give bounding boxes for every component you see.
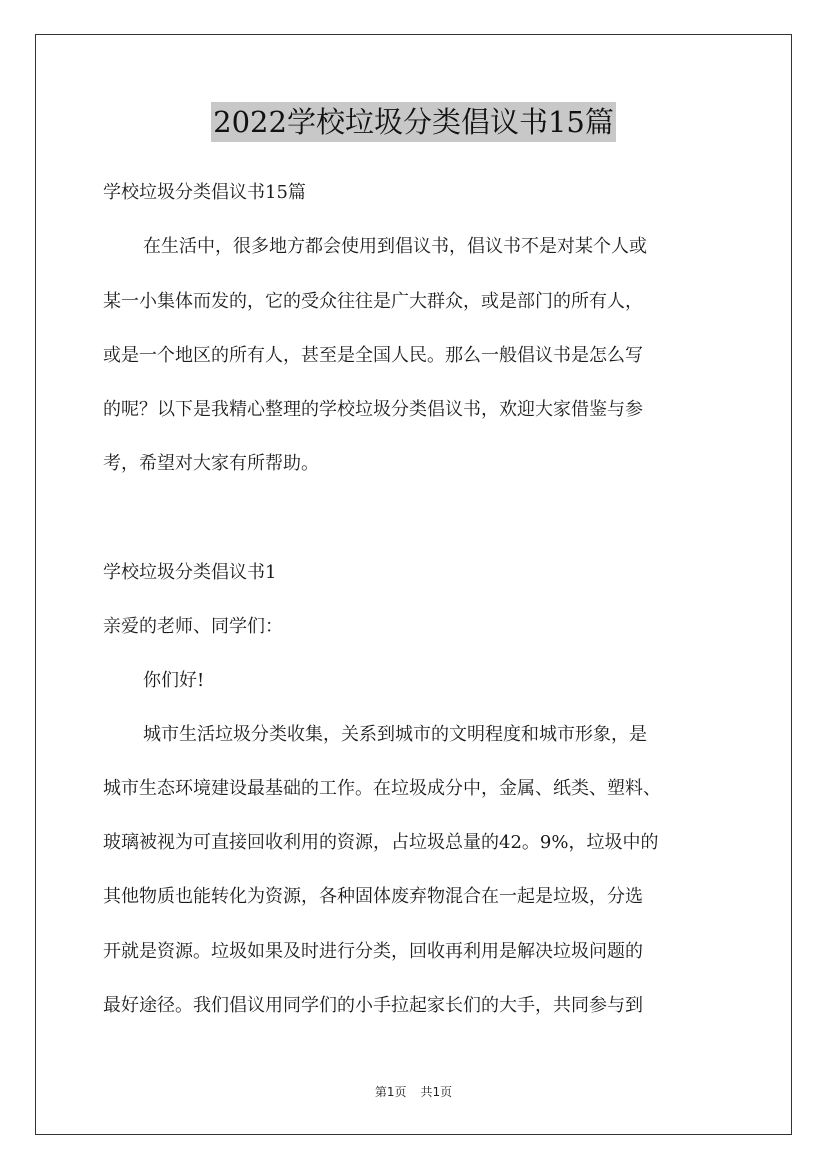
body-line: 其他物质也能转化为资源，各种固体废弃物混合在一起是垃圾，分选	[103, 886, 643, 907]
body-line: 城市生活垃圾分类收集，关系到城市的文明程度和城市形象，是	[143, 724, 647, 745]
page-number: 第1页	[374, 1085, 407, 1099]
body-line: 城市生态环境建设最基础的工作。在垃圾成分中，金属、纸类、塑料、	[103, 778, 661, 799]
intro-line: 或是一个地区的所有人，甚至是全国人民。那么一般倡议书是怎么写	[103, 345, 643, 366]
intro-line: 在生活中，很多地方都会使用到倡议书，倡议书不是对某个人或	[143, 236, 647, 257]
body-line: 玻璃被视为可直接回收利用的资源，占垃圾总量的42。9%，垃圾中的	[103, 832, 659, 853]
document-subtitle: 学校垃圾分类倡议书15篇	[103, 182, 306, 203]
section-heading: 学校垃圾分类倡议书1	[103, 562, 277, 583]
intro-line: 考，希望对大家有所帮助。	[103, 453, 319, 474]
page-footer	[0, 1084, 827, 1100]
body-line: 开就是资源。垃圾如果及时进行分类，回收再利用是解决垃圾问题的	[103, 941, 643, 962]
page-total: 共1页	[420, 1085, 453, 1099]
title-container	[0, 102, 827, 142]
body-line: 最好途径。我们倡议用同学们的小手拉起家长们的大手，共同参与到	[103, 995, 643, 1016]
intro-line: 某一小集体而发的，它的受众往往是广大群众，或是部门的所有人，	[103, 291, 643, 312]
intro-line: 的呢？以下是我精心整理的学校垃圾分类倡议书，欢迎大家借鉴与参	[103, 399, 643, 420]
salutation: 亲爱的老师、同学们：	[103, 616, 283, 637]
document-title: 2022学校垃圾分类倡议书15篇	[211, 102, 616, 142]
greeting: 你们好!	[143, 670, 205, 691]
